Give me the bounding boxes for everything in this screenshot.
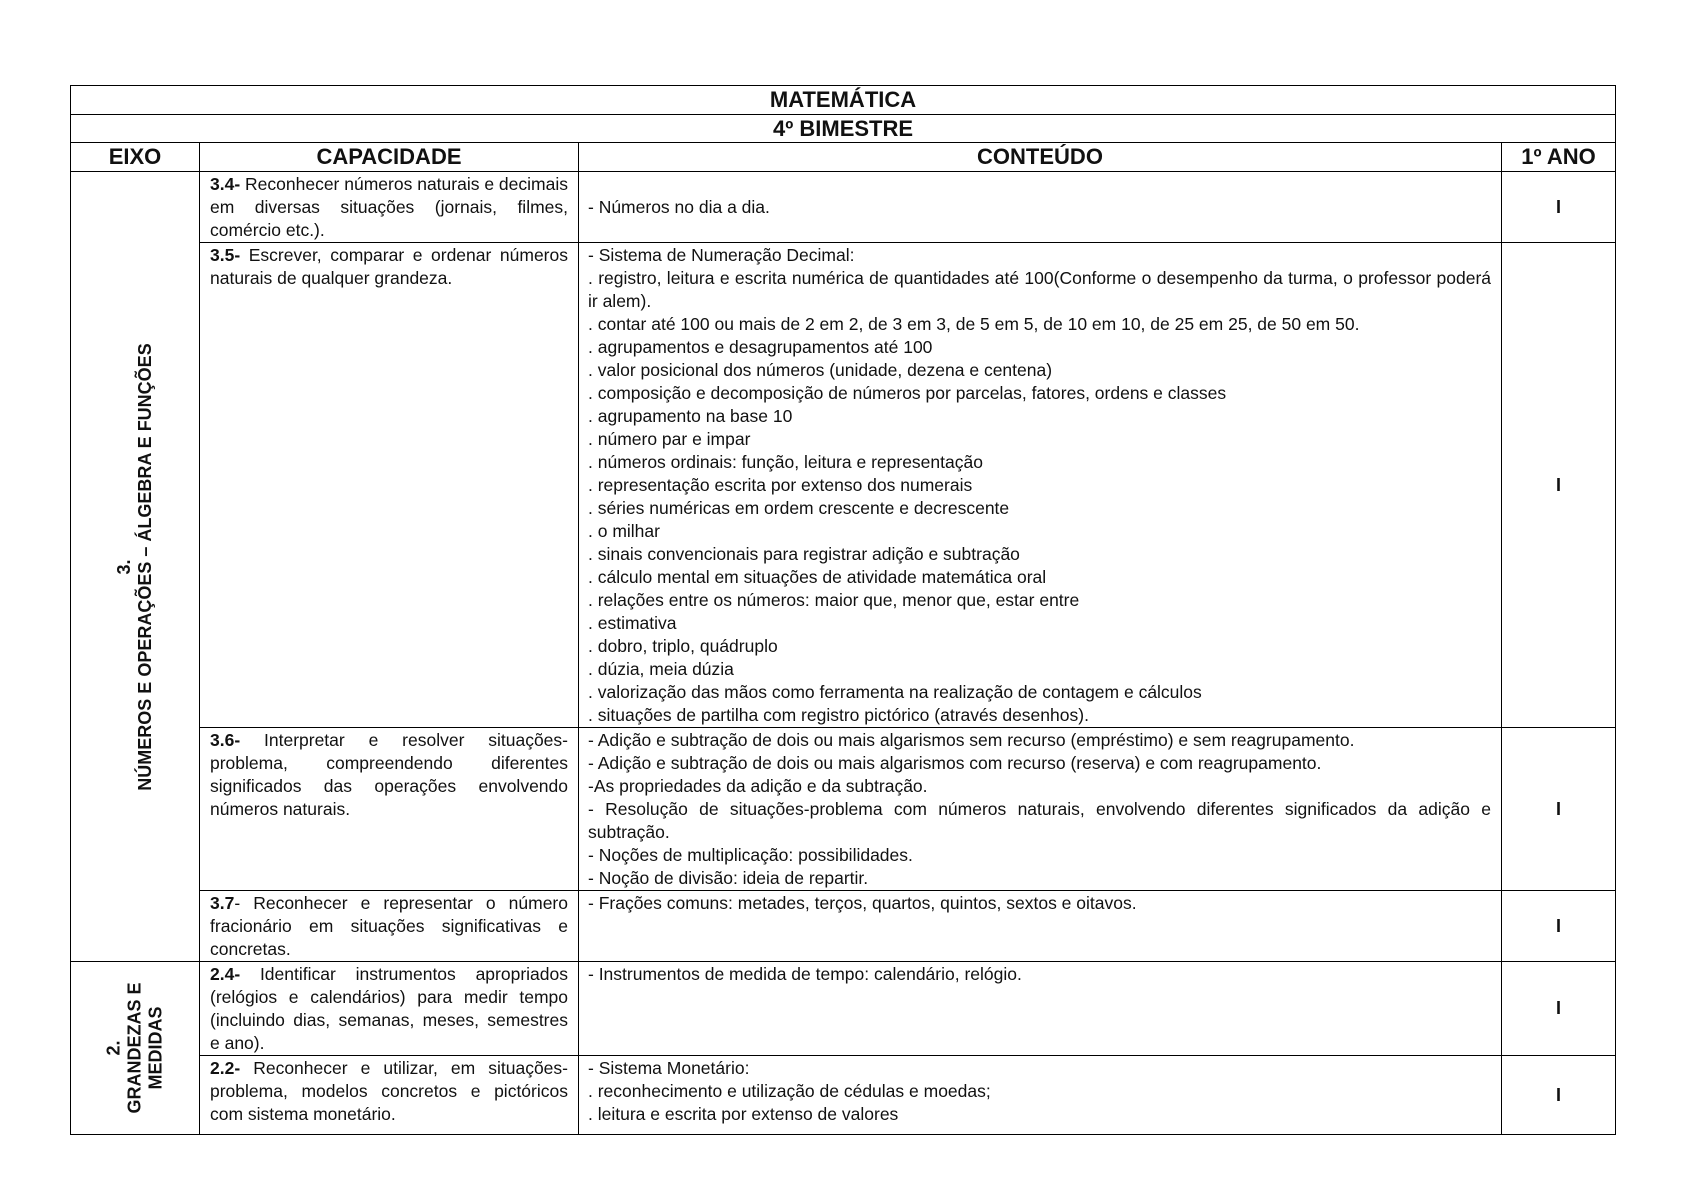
period-title: 4º BIMESTRE [71, 115, 1616, 143]
header-ano: 1º ANO [1502, 143, 1616, 172]
ano-marker: I [1502, 172, 1616, 243]
conteudo-cell: - Sistema de Numeração Decimal: . registro, leitura e escrita numérica de quantidades até 100(Conforme o desempenho da turma, o professor poderá ir alem). . contar até 100 ou mais de 2 em 2, de 3 em 3, de 5 em 5, de 10 em 10, de 25 em 25, de 50 em 50. . agrupamentos e desagrupamentos até 100 . valor posicional dos números (unidade, dezena e centena) . composição e decomposição de números por parcelas, fatores, ordens e classes . agrupamento na base 10 . número par e impar . números ordinais: função, leitura e representação . representação escrita por extenso dos numerais . séries numéricas em ordem crescente e decrescente . o milhar . sinais convencionais para registrar adição e subtração . cálculo mental em situações de atividade matemática oral . relações entre os números: maior que, menor que, estar entre . estimativa . dobro, triplo, quádruplo . dúzia, meia dúzia . valorização das mãos como ferramenta na realização de contagem e cálculos . situações de partilha com registro pictórico (através desenhos). [579, 243, 1502, 728]
capacidade-cell: 3.4- Reconhecer números naturais e decimais em diversas situações (jornais, filmes, comércio etc.). [200, 172, 579, 243]
capacidade-cell: 2.2- Reconhecer e utilizar, em situações-problema, modelos concretos e pictóricos com sistema monetário. [200, 1056, 579, 1135]
conteudo-cell: - Adição e subtração de dois ou mais algarismos sem recurso (empréstimo) e sem reagrupamento. - Adição e subtração de dois ou mais algarismos com recurso (reserva) e com reagrupamento. -As propriedades da adição e da subtração. - Resolução de situações-problema com números naturais, envolvendo diferentes significados da adição e subtração. - Noções de multiplicação: possibilidades. - Noção de divisão: ideia de repartir. [579, 728, 1502, 891]
ano-marker: I [1502, 243, 1616, 728]
table-row [71, 1056, 1616, 1135]
ano-marker: I [1502, 891, 1616, 962]
table-row [71, 728, 1616, 891]
header-capacidade: CAPACIDADE [200, 143, 579, 172]
header-eixo: EIXO [71, 143, 200, 172]
subject-title: MATEMÁTICA [71, 86, 1616, 115]
eixo-label: 2. GRANDEZAS E MEDIDAS [103, 982, 166, 1114]
table-row [71, 962, 1616, 1056]
ano-marker: I [1502, 1056, 1616, 1135]
ano-marker: I [1502, 962, 1616, 1056]
table-row [71, 891, 1616, 962]
ano-marker: I [1502, 728, 1616, 891]
conteudo-cell: - Sistema Monetário: . reconhecimento e utilização de cédulas e moedas; . leitura e escrita por extenso de valores [579, 1056, 1502, 1135]
curriculum-table [70, 85, 1616, 1135]
eixo-numeros-operacoes [71, 172, 200, 962]
capacidade-cell: 2.4- Identificar instrumentos apropriados (relógios e calendários) para medir tempo (incluindo dias, semanas, meses, semestres e ano). [200, 962, 579, 1056]
eixo-grandezas-medidas [71, 962, 200, 1135]
conteudo-cell: - Frações comuns: metades, terços, quartos, quintos, sextos e oitavos. [579, 891, 1502, 962]
table-row [71, 243, 1616, 728]
capacidade-cell: 3.5- Escrever, comparar e ordenar números naturais de qualquer grandeza. [200, 243, 579, 728]
capacidade-cell: 3.6- Interpretar e resolver situações-problema, compreendendo diferentes significados das operações envolvendo números naturais. [200, 728, 579, 891]
conteudo-cell: - Números no dia a dia. [579, 172, 1502, 243]
capacidade-cell: 3.7- Reconhecer e representar o número fracionário em situações significativas e concretas. [200, 891, 579, 962]
header-conteudo: CONTEÚDO [579, 143, 1502, 172]
conteudo-cell: - Instrumentos de medida de tempo: calendário, relógio. [579, 962, 1502, 1056]
eixo-label: 3. NÚMEROS E OPERAÇÕES – ÁLGEBRA E FUNÇÕES [114, 342, 155, 791]
table-row [71, 172, 1616, 243]
